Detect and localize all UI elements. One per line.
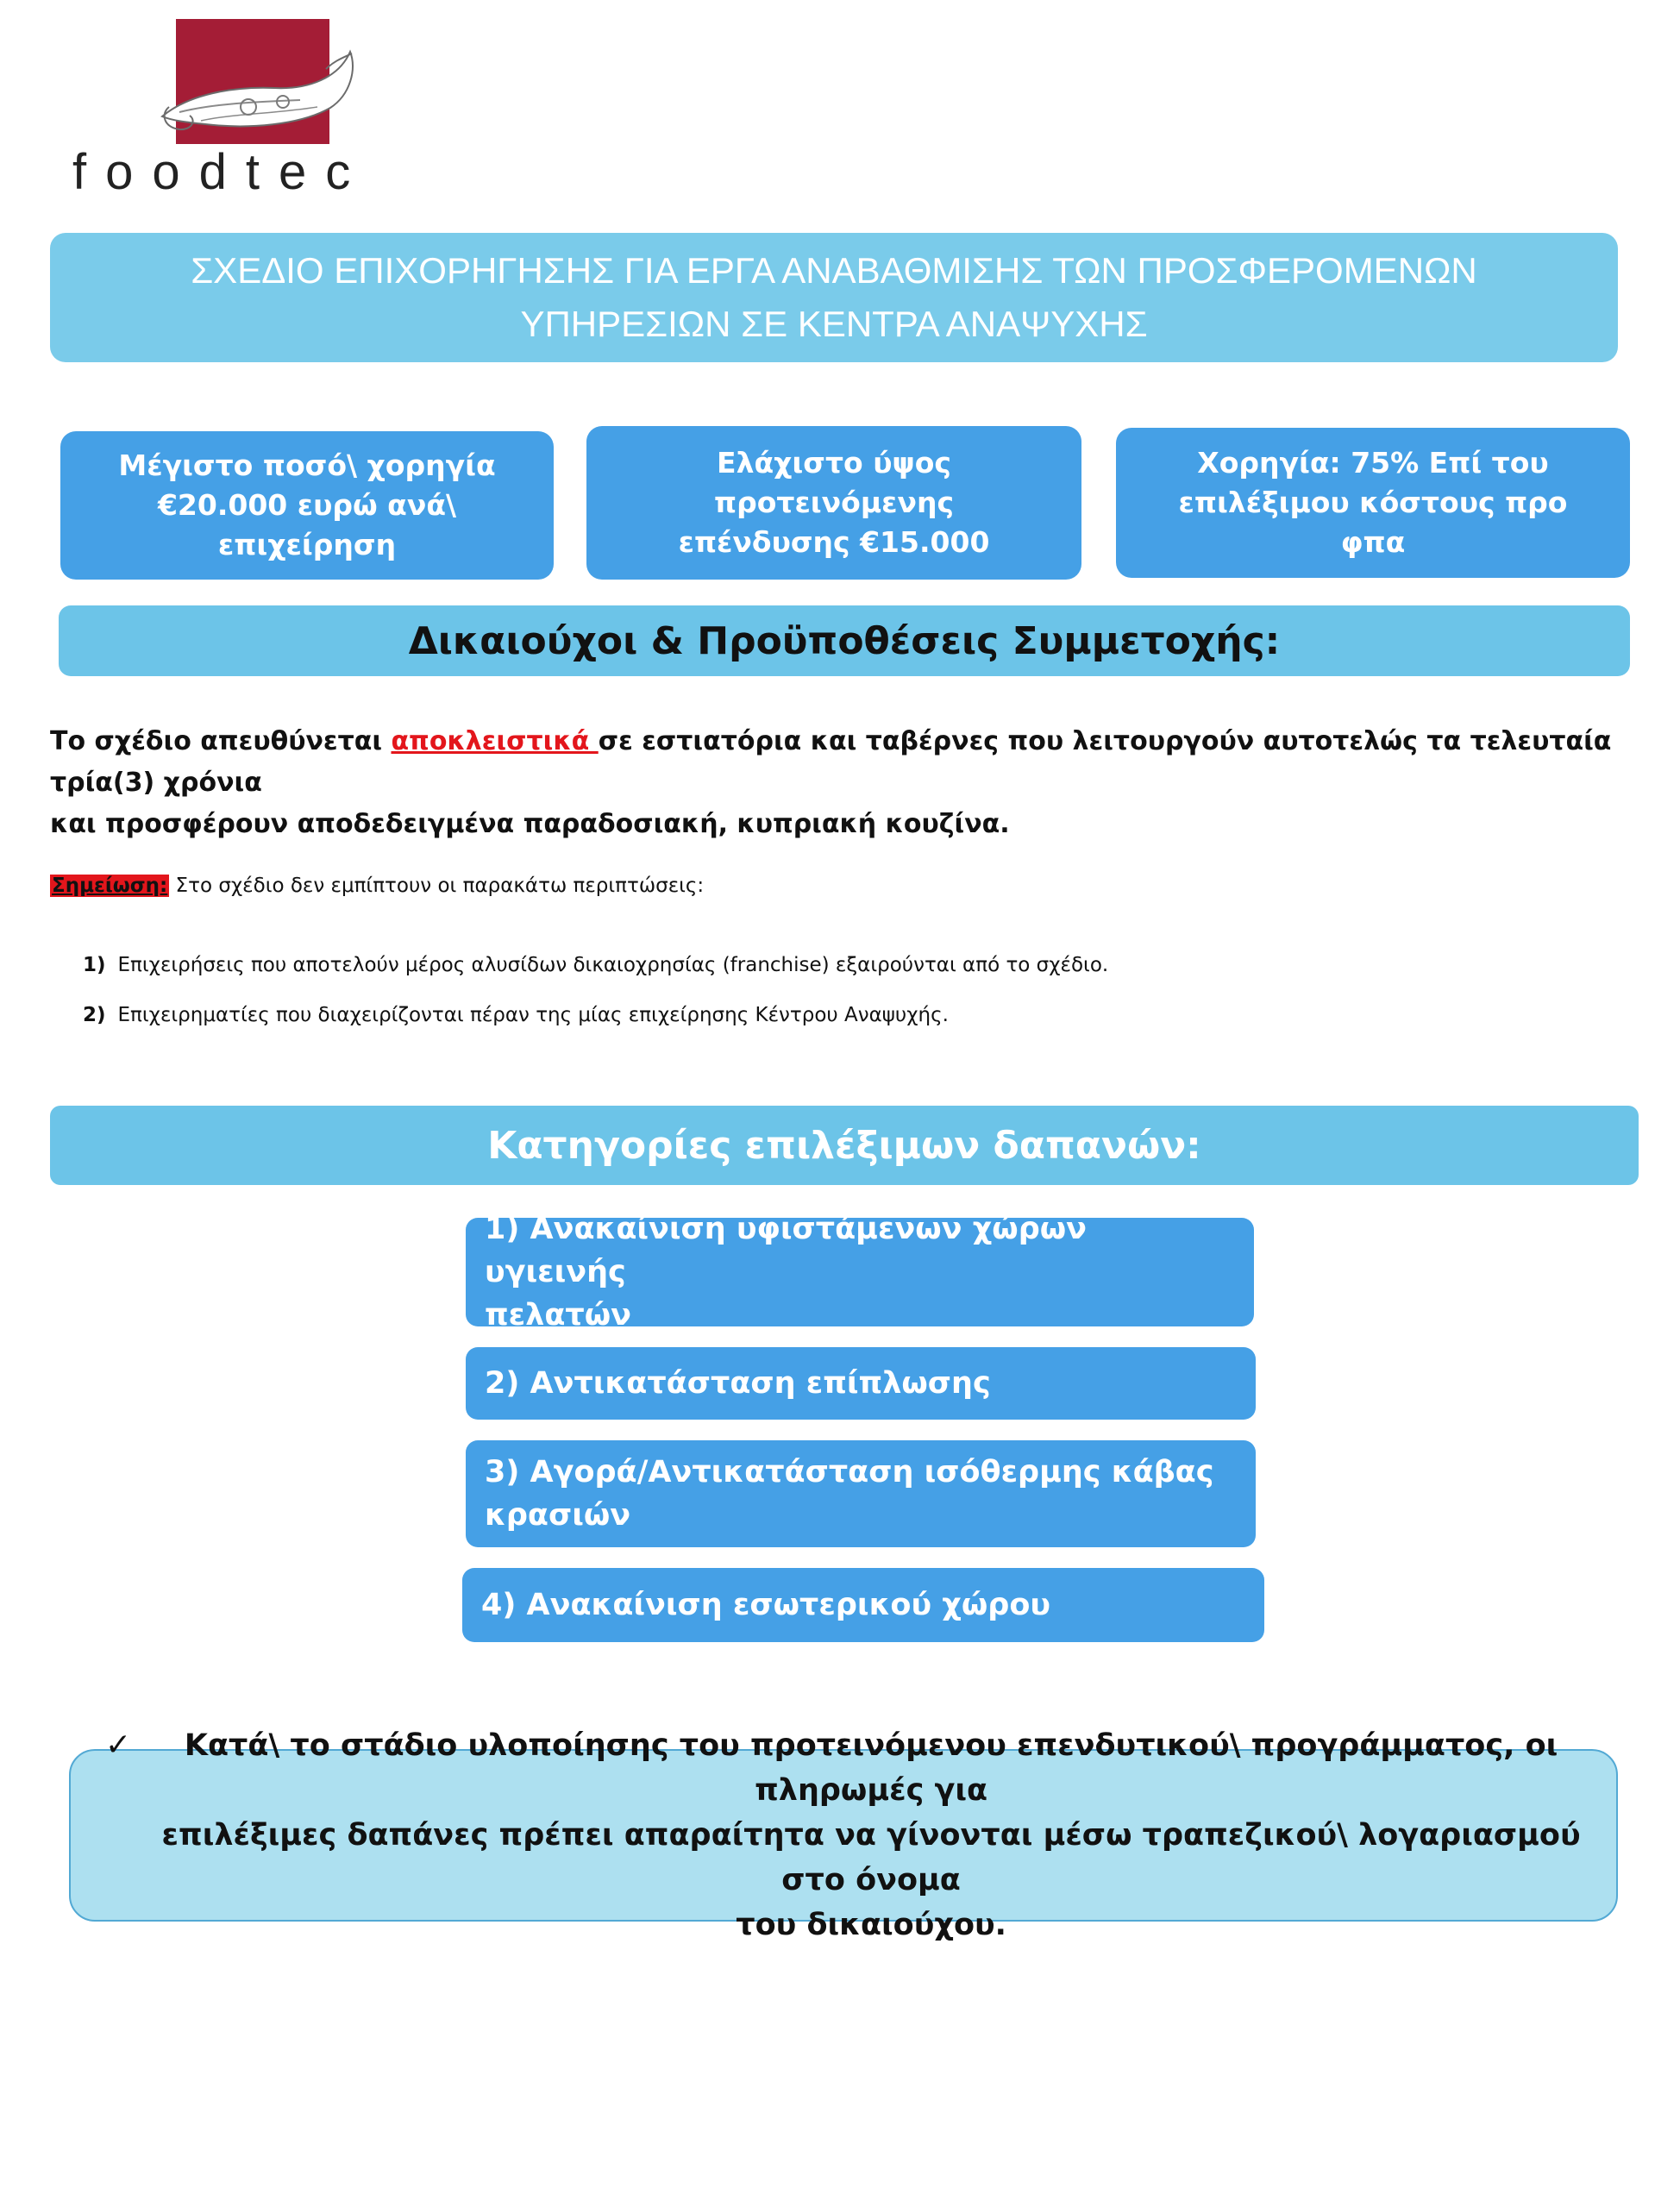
category-box-4 <box>462 1568 1264 1642</box>
logo-food-icon <box>154 34 360 138</box>
category-line: 2) Αντικατάσταση επίπλωσης <box>485 1366 991 1401</box>
intro-highlight: αποκλειστικά <box>391 726 599 756</box>
category-line: 1) Ανακαίνιση υφιστάμενων χώρων υγιεινής <box>485 1212 1088 1289</box>
info-box-grant-rate <box>1116 428 1630 578</box>
info-box-min-investment <box>586 426 1081 580</box>
intro-text: Το σχέδιο απευθύνεται <box>50 726 392 756</box>
footer-line: Κατά\ το στάδιο υλοποίησης του προτεινόμενου επενδυτικού\ προγράμματος, οι πληρωμές για <box>184 1728 1558 1808</box>
section-heading-expenses: Κατηγορίες επιλέξιμων δαπανών: <box>50 1106 1639 1185</box>
info-box-max-grant <box>60 431 554 580</box>
list-item <box>83 1004 949 1026</box>
footer-line: του δικαιούχου. <box>736 1908 1006 1942</box>
note-text: Στο σχέδιο δεν εμπίπτουν οι παρακάτω περιπτώσεις: <box>169 875 705 897</box>
category-box-2 <box>466 1347 1256 1420</box>
info-box-line: Χορηγία: 75% Επί του <box>1197 446 1549 480</box>
info-box-line: Ελάχιστο ύψος προτεινόμενης <box>713 446 955 519</box>
category-box-1 <box>466 1212 1254 1333</box>
info-box-line: επιλέξιμου κόστους προ φπα <box>1178 486 1568 559</box>
category-line: 3) Αγορά/Αντικατάσταση ισόθερμης κάβας <box>485 1455 1214 1489</box>
note-label: Σημείωση: <box>52 875 168 897</box>
footer-note-box <box>69 1728 1618 1942</box>
intro-text: και προσφέρουν αποδεδειγμένα παραδοσιακή, κυπριακή κουζίνα. <box>50 809 1010 839</box>
page-title-line1: ΣΧΕΔΙΟ ΕΠΙΧΟΡΗΓΗΣΗΣ ΓΙΑ ΕΡΓΑ ΑΝΑΒΑΘΜΙΣΗΣ ΤΩΝ ΠΡΟΣΦΕΡΟΜΕΝΩΝ <box>191 250 1477 291</box>
list-item-text: Επιχειρήσεις που αποτελούν μέρος αλυσίδων δικαιοχρησίας (franchise) εξαιρούνται από το σχέδιο. <box>117 954 1109 976</box>
intro-text: σε εστιατόρια και ταβέρνες που λειτουργούν αυτοτελώς τα τελευταία τρία(3) χρόνια <box>50 726 1612 798</box>
category-line: κρασιών <box>485 1498 631 1533</box>
list-item-text: Επιχειρηματίες που διαχειρίζονται πέραν της μίας επιχείρησης Κέντρου Αναψυχής. <box>117 1004 949 1026</box>
page-title-box <box>50 233 1618 362</box>
section-heading-beneficiaries: Δικαιούχοι & Προϋποθέσεις Συμμετοχής: <box>59 605 1630 676</box>
checkmark-icon: ✓ <box>105 1728 132 1763</box>
list-item-number: 2) <box>83 1004 106 1026</box>
note-line <box>50 875 704 897</box>
category-line: 4) Ανακαίνιση εσωτερικού χώρου <box>481 1588 1051 1622</box>
category-line: πελατών <box>485 1298 631 1333</box>
info-box-line: Μέγιστο ποσό\ χορηγία <box>118 448 496 482</box>
intro-paragraph <box>50 721 1637 845</box>
info-box-line: €20.000 ευρώ ανά\ επιχείρηση <box>157 488 457 561</box>
footer-line: επιλέξιμες δαπάνες πρέπει απαραίτητα να γίνονται μέσω τραπεζικού\ λογαριασμού στο όνομα <box>161 1818 1581 1897</box>
page-title-line2: ΥΠΗΡΕΣΙΩΝ ΣΕ ΚΕΝΤΡΑ ΑΝΑΨΥΧΗΣ <box>520 304 1148 344</box>
logo-text: foodtec <box>72 144 370 200</box>
list-item-number: 1) <box>83 954 106 976</box>
info-box-line: επένδυσης €15.000 <box>678 525 990 559</box>
list-item <box>83 954 1108 976</box>
category-box-3 <box>466 1440 1256 1547</box>
